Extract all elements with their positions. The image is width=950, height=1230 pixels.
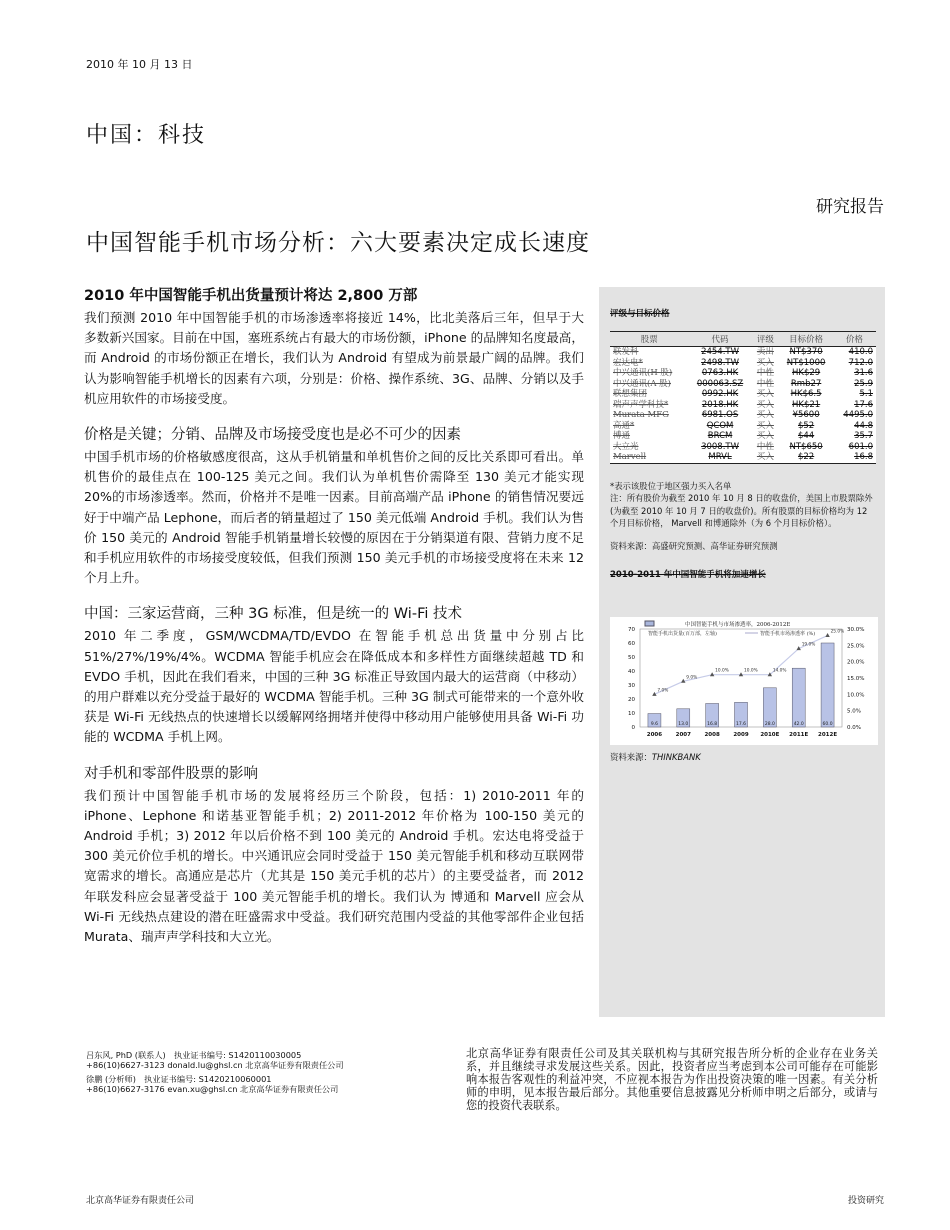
line-label: 19.0% [801,642,816,648]
section-body-2: 中国手机市场的价格敏感度很高，这从手机销量和单机售价之间的反比关系即可看出。单机售价的最佳点在 100-125 美元之间。我们认为单机售价需降至 130 美元才能实现 20%的市场渗透率。然而，价格并不是唯一因素。目前高端产品 iPhone 的销售情况要远好于中端产品 Lephone，而后者的销量超过了 150 美元低端 Android 手机。我们认为售价 150 美元的 Android 智能手机销量增长较慢的原因在于分销渠道有限、营销力度不足和手机应用软件的市场接受度较低，但我们预测 150 美元手机的市场接受度将在未来 12 个月上升。 [84,449,584,586]
rating-cell-price: 5.1 [859,389,873,399]
rating-cell-price: 31.6 [854,368,873,378]
rating-row [610,358,876,369]
rating-cell-code: 2454.TW [701,347,740,357]
y-tick-right: 30.0% [847,627,865,633]
chart-svg [610,617,878,745]
y-tick-left: 0 [631,725,635,731]
rating-cell-stock: 中兴通讯(A 股) [613,378,671,389]
analyst2-line1: 徐鹏 (分析师) 执业证书编号: S1420210060001 [86,1074,272,1084]
bar [792,668,805,727]
line-label: 14.0% [772,668,787,674]
rating-cell-code: MRVL [708,452,732,462]
rating-cell-price: 25.9 [854,378,873,389]
analyst-contacts [86,1050,466,1094]
chart-source [610,751,701,763]
line-point [825,633,829,637]
bar-label: 13.0 [678,722,689,727]
rating-cell-target: ¥5600 [792,410,820,420]
rating-cell-stock: 联想集团 [613,389,648,399]
rating-cell-stock: 联发科 [613,347,639,357]
rating-cell-rating: 中性 [756,378,774,389]
rating-cell-rating: 卖出 [756,347,774,357]
rating-cell-code: 0992.HK [701,389,739,399]
rating-cell-target: HK$29 [792,368,821,378]
rating-row [610,431,876,442]
chart-source-prefix: 资料来源： [610,752,652,762]
rating-row [610,389,876,400]
rating-cell-target: NT$370 [789,347,823,357]
rating-row [610,347,876,358]
rating-row [610,368,876,379]
rating-cell-code: QCOM [706,420,734,431]
rating-row [610,421,876,432]
rating-row [610,442,876,453]
legend-line: 智能手机市场渗透率 (%) [760,631,816,637]
footer-dept: 投资研究 [847,1196,884,1206]
rating-cell-target: HK$21 [792,399,821,410]
chart-source-name: THINKBANK [651,752,701,762]
rating-cell-price: 601.0 [848,441,873,452]
rating-cell-code: 2498.TW [701,357,740,368]
y-tick-left: 20 [628,697,635,703]
report-type: 研究报告 [816,197,884,217]
section-body-1: 我们预测 2010 年中国智能手机的市场渗透率将接近 14%，比北美落后三年，但早于大多数新兴国家。目前在中国，塞班系统占有最大的市场份额，iPhone 的品牌知名度最高，而 Android 的市场份额正在增长，我们认为 Android 有望成为前景最广阔的品牌。我们认为影响智能手机增长的因素有六项，分别是：价格、操作系统、3G、品牌、分销以及手机应用软件的市场接受度。 [84,310,584,406]
analyst2-line2: +86(10)6627-3176 evan.xu@ghsl.cn 北京高华证券有限责任公司 [86,1084,339,1094]
rating-cell-stock: Murata MFG [613,410,669,420]
sector-heading: 中国：科技 [86,123,207,148]
section-heading-3: 中国：三家运营商，三种 3G 标准，但是统一的 Wi-Fi 技术 [84,606,462,623]
rating-notes: *表示该股位于地区强力买入名单 注：所有股价为截至 2010 年 10 月 8 日的收盘价，美国上市股票除外(为截至 2010 年 10 月 7 日的收盘价)。所有股票的目标价格均为 12 个月目标价格， Marvell 和博通除外（为 6 个月目标价格）。 [610,480,873,528]
y-tick-left: 60 [628,641,635,647]
footer-company: 北京高华证券有限责任公司 [86,1196,195,1206]
rating-cell-stock: 宏达电* [613,357,643,368]
rating-cell-rating: 买入 [756,431,774,441]
rating-cell-target: $52 [797,420,815,431]
report-date: 2010 年 10 月 13 日 [86,58,193,71]
rating-row [610,379,876,390]
x-tick: 2009 [733,732,749,738]
rating-header-target: 目标价格 [779,332,833,347]
report-title: 中国智能手机市场分析：六大要素决定成长速度 [86,230,590,256]
rating-cell-rating: 买入 [756,420,774,431]
rating-cell-rating: 买入 [756,389,774,399]
bar-label: 60.0 [822,722,833,727]
rating-cell-stock: 高通* [613,420,635,431]
y-tick-right: 5.0% [847,708,861,715]
legend-bars: 智能手机出货量(百万部，左轴) [648,631,717,637]
chart-title: 中国智能手机与市场渗透率，2006-2012E [685,622,791,628]
line-label: 7.0% [657,688,669,694]
rating-cell-stock: 中兴通讯(H 股) [613,368,673,378]
bar-label: 17.6 [735,722,747,727]
rating-cell-target: HK$6.5 [790,389,822,399]
rating-header-rating: 评级 [752,332,780,347]
line-label: 9.0% [686,675,698,681]
rating-cell-rating: 买入 [756,410,774,420]
rating-header-code: 代码 [689,332,752,347]
x-tick: 2012E [818,732,838,738]
y-tick-right: 0.0% [847,725,861,731]
rating-row [610,452,876,463]
rating-row [610,410,876,421]
y-tick-left: 40 [628,669,635,675]
rating-cell-price: 17.6 [854,399,873,410]
disclaimer: 北京高华证券有限责任公司及其关联机构与其研究报告所分析的企业存在业务关系，并且继续寻求发展这些关系。因此，投资者应当考虑到本公司可能存在可能影响本报告客观性的利益冲突，不应视本报告为作出投资决策的唯一因素。有关分析师的申明，见本报告最后部分。其他重要信息披露见分析师申明之后部分，或请与您的投资代表联系。 [466,1047,878,1112]
y-tick-right: 25.0% [847,643,865,650]
rating-cell-stock: 大立光 [613,441,639,452]
rating-cell-stock: Marvell [613,452,647,462]
y-tick-left: 50 [628,655,635,661]
rating-cell-rating: 买入 [756,399,774,410]
main-body [84,284,584,961]
rating-header-stock: 股票 [610,332,689,347]
rating-cell-price: 4495.0 [843,410,873,420]
analyst1-line1: 吕东风, PhD (联系人) 执业证书编号: S1420110030005 [86,1050,302,1060]
rating-cell-price: 410.0 [848,347,873,357]
bar-label: 28.0 [764,722,775,727]
rating-table-body [610,347,876,464]
x-tick: 2011E [789,732,809,738]
rating-cell-target: $44 [797,431,815,441]
y-tick-right: 15.0% [847,676,865,682]
x-tick: 2008 [704,732,720,738]
rating-cell-target: Rmb27 [790,378,822,389]
rating-cell-target: $22 [797,452,815,462]
rating-cell-price: 44.8 [854,420,873,431]
x-tick: 2006 [646,732,663,738]
rating-cell-stock: 博通 [613,431,631,441]
analyst1-line2: +86(10)6627-3123 donald.lu@ghsl.cn 北京高华证券有限责任公司 [86,1060,344,1070]
rating-cell-stock: 瑞声声学科技* [613,399,669,410]
rating-header-price: 价格 [833,332,876,347]
x-tick: 2010E [760,732,780,738]
rating-cell-price: 712.0 [848,357,873,368]
rating-row [610,400,876,411]
rating-cell-rating: 中性 [756,368,774,378]
rating-cell-rating: 买入 [756,357,774,368]
rating-cell-code: 3008.TW [701,441,740,452]
line-label: 25.0% [830,629,845,635]
section-body-3: 2010 年二季度，GSM/WCDMA/TD/EVDO 在智能手机总出货量中分别占比 51%/27%/19%/4%。WCDMA 智能手机应会在降低成本和多样性方面继续超越 TD 和 EVDO 手机，因此在我们看来，中国的三种 3G 标准正导致国内最大的运营商（中移动）的用户群难以充分受益于最好的 WCDMA 智能手机。三种 3G 制式可能带来的一个意外收获是 Wi-Fi 无线热点的快速增长以缓解网络拥堵并使得中移动用户能够使用具备 Wi-Fi 功能的 WCDMA 手机上网。 [84,628,584,745]
rating-cell-rating: 买入 [756,452,774,462]
section-heading-1: 2010 年中国智能手机出货量预计将达 2,800 万部 [84,288,418,304]
rating-cell-price: 16.8 [854,452,873,462]
rating-cell-code: 2018.HK [701,399,739,410]
line-label: 10.0% [715,668,729,674]
bar-label: 9.6 [650,722,659,727]
bar-label: 42.0 [793,722,804,727]
y-tick-left: 30 [628,683,635,689]
y-tick-right: 20.0% [847,659,865,666]
smartphone-chart [610,617,878,745]
y-tick-right: 10.0% [847,692,865,699]
legend-swatch-bars [645,621,654,626]
rating-cell-price: 35.7 [854,431,873,441]
bar [821,643,834,727]
section-heading-4: 对手机和零部件股票的影响 [84,765,258,782]
rating-source: 资料来源：高盛研究预测、高华证券研究预测 [610,540,778,551]
rating-cell-code: 000063.SZ [696,378,744,389]
chart-section-title: 2010-2011 年中国智能手机将加速增长 [610,570,766,580]
rating-table [610,331,876,464]
y-tick-left: 70 [628,627,635,633]
section-body-4: 我们预计中国智能手机市场的发展将经历三个阶段，包括：1) 2010-2011 年的 iPhone、Lephone 和诺基亚智能手机；2) 2011-2012 年价格为 100-150 美元的 Android 手机；3) 2012 年以后价格不到 100 美元的 Android 手机。宏达电将受益于 300 美元价位手机的增长。中兴通讯应会同时受益于 150 美元智能手机和移动互联网带宽需求的增长。高通应是芯片（尤其是 150 美元手机的芯片）的主要受益者，而 2012 年联发科应会显著受益于 100 美元智能手机的增长。我们认为 博通和 Marvell 应会从 Wi-Fi 无线热点建设的潜在旺盛需求中受益。我们研究范围内受益的其他零部件企业包括 Murata、瑞声声学科技和大立光。 [84,787,584,945]
x-tick: 2007 [675,732,691,738]
line-label: 10.0% [744,668,758,674]
section-heading-2: 价格是关键；分销、品牌及市场接受度也是必不可少的因素 [84,427,461,444]
rating-cell-rating: 中性 [756,441,774,452]
rating-cell-code: BRCM [707,431,733,441]
rating-cell-code: 0763.HK [701,368,739,378]
rating-cell-target: NT$1000 [786,357,826,368]
y-tick-left: 10 [628,711,635,717]
bar-label: 16.8 [707,722,718,727]
rating-table-title: 评级与目标价格 [610,309,670,319]
rating-cell-code: 6981.OS [701,410,739,420]
rating-cell-target: NT$650 [789,441,823,452]
